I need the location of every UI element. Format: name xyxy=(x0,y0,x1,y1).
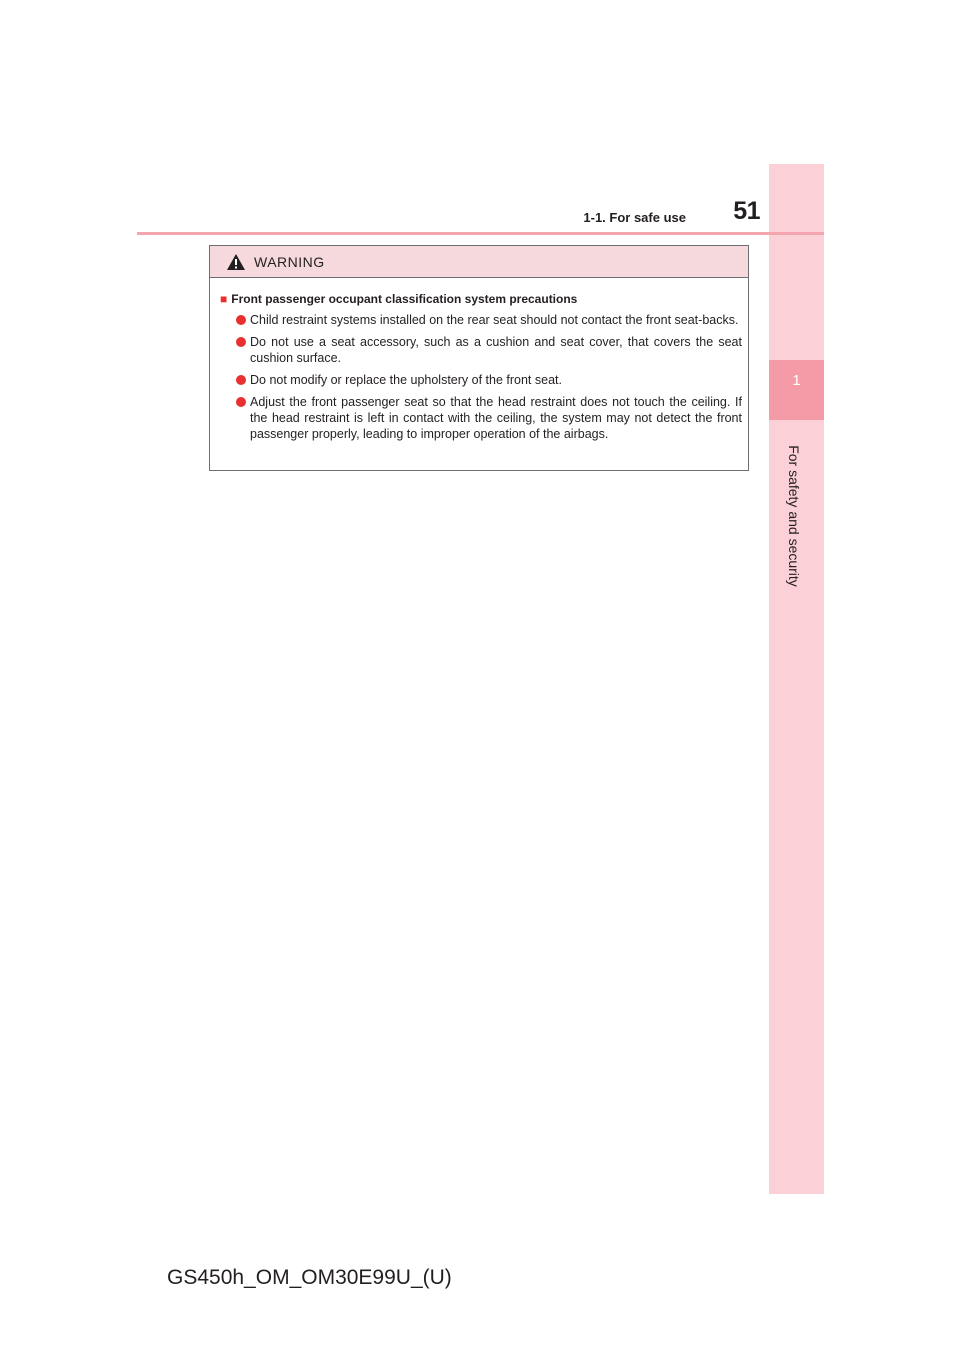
warning-title: WARNING xyxy=(254,253,325,270)
warning-box xyxy=(209,245,749,471)
header-rule xyxy=(137,232,824,235)
warning-header xyxy=(210,246,748,278)
list-item xyxy=(220,372,742,388)
section-title: 1-1. For safe use xyxy=(583,210,686,225)
list-item xyxy=(220,334,742,366)
list-item-text: Do not use a seat accessory, such as a cushion and seat cover, that covers the seat cushion surface. xyxy=(250,335,742,365)
side-band xyxy=(769,164,824,1194)
bullet-dot-icon xyxy=(236,315,246,325)
chapter-label: For safety and security xyxy=(786,445,802,587)
list-item-text: Adjust the front passenger seat so that the head restraint does not touch the ceiling. If the head restraint is left in contact with the ceiling, the system may not detect the front passenger properly, leading to improper operation of the airbags. xyxy=(250,395,742,441)
square-bullet-icon: ■ xyxy=(220,292,228,306)
bullet-dot-icon xyxy=(236,397,246,407)
list-item-text: Do not modify or replace the upholstery of the front seat. xyxy=(250,373,562,387)
warning-triangle-icon xyxy=(226,253,246,271)
document-code: GS450h_OM_OM30E99U_(U) xyxy=(167,1266,452,1289)
bullet-dot-icon xyxy=(236,375,246,385)
warning-topic xyxy=(220,292,742,306)
list-item xyxy=(220,394,742,442)
page-number: 51 xyxy=(733,197,760,225)
list-item-text: Child restraint systems installed on the rear seat should not contact the front seat-backs. xyxy=(250,313,739,327)
warning-topic-text: Front passenger occupant classification system precautions xyxy=(231,292,578,306)
chapter-number: 1 xyxy=(792,372,801,389)
list-item xyxy=(220,312,742,328)
bullet-dot-icon xyxy=(236,337,246,347)
warning-body xyxy=(210,278,748,442)
